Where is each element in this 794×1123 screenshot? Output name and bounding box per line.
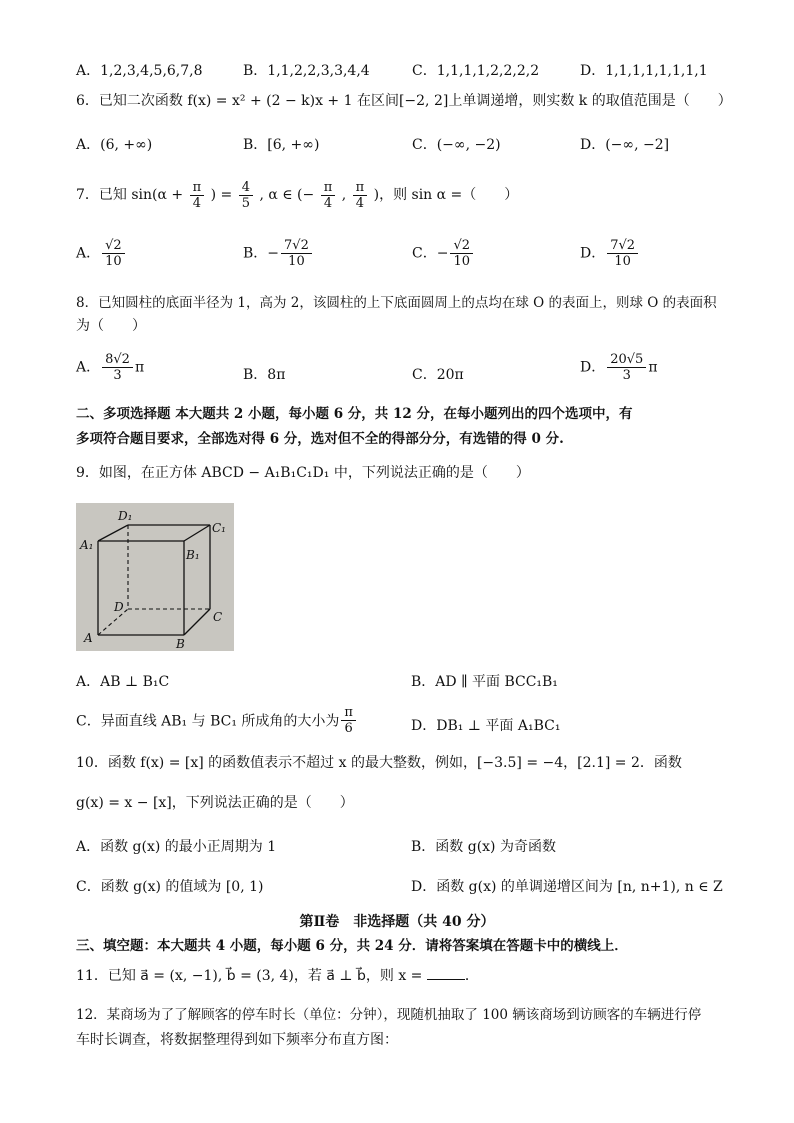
q12-stem-line1: 12．某商场为了了解顾客的停车时长（单位：分钟），现随机抽取了 100 辆该商场到访顾客的车辆进行停 [76, 1007, 702, 1023]
q5-option-b: B．1,1,2,2,3,3,4,4 [243, 63, 370, 79]
q6-options [76, 134, 736, 158]
q9-stem: 9．如图，在正方体 ABCD − A₁B₁C₁D₁ 中，下列说法正确的是（ ） [76, 465, 530, 481]
q10-stem-line2: g(x) = x − [x]，下列说法正确的是（ ） [76, 795, 354, 811]
q9-options-row2 [76, 705, 736, 745]
label-c: C [213, 610, 223, 624]
q10-option-a: A．函数 g(x) 的最小正周期为 1 [76, 839, 277, 855]
q8-option-d: D． $\frac{20√5}{3}$ π [580, 352, 658, 383]
q9-options-row1 [76, 671, 736, 695]
q7-option-a: A． $\frac{√2}{10}$ [76, 238, 127, 269]
q9-option-c: C．异面直线 AB₁ 与 BC₁ 所成角的大小为 $\frac{\pi}{6}$ [76, 705, 358, 736]
cube-figure [76, 503, 234, 651]
q8-option-b: B．8π [243, 367, 286, 383]
section3-heading: 三、填空题：本大题共 4 小题，每小题 6 分，共 24 分．请将答案填在答题卡中的横线上． [76, 938, 628, 954]
label-d: D [114, 600, 124, 614]
label-a: A [84, 631, 93, 645]
cube-diagram [76, 503, 234, 651]
q9-option-a: A．AB ⊥ B₁C [76, 674, 170, 690]
label-b1: B₁ [186, 548, 200, 562]
label-b: B [176, 637, 185, 651]
q12-stem-line2: 车时长调查，将数据整理得到如下频率分布直方图： [76, 1032, 398, 1048]
q5-option-d: D．1,1,1,1,1,1,1,1 [580, 63, 708, 79]
answer-blank [427, 967, 465, 980]
q9-option-d: D．DB₁ ⊥ 平面 A₁BC₁ [411, 718, 561, 734]
q6-option-b: B．[6, +∞) [243, 137, 320, 153]
q5-options [76, 60, 736, 84]
q5-option-a: A．1,2,3,4,5,6,7,8 [76, 63, 203, 79]
q6-stem: 6．已知二次函数 f(x) = x² + (2 − k)x + 1 在区间[−2, 2]上单调递增，则实数 k 的取值范围是（ ） [76, 93, 732, 109]
q7-option-b: B．− $\frac{7√2}{10}$ [243, 238, 314, 269]
label-d1: D₁ [118, 509, 133, 523]
q10-option-c: C．函数 g(x) 的值域为 [0, 1) [76, 879, 264, 895]
q10-option-d: D．函数 g(x) 的单调递增区间为 [n, n+1), n ∈ Z [411, 879, 723, 895]
q10-options-row2 [76, 876, 736, 900]
q8-stem-line1: 8．已知圆柱的底面半径为 1，高为 2，该圆柱的上下底面圆周上的点均在球 O 的表面上，则球 O 的表面积 [76, 295, 717, 311]
q10-options-row1 [76, 836, 736, 860]
q5-option-c: C．1,1,1,1,2,2,2,2 [412, 63, 540, 79]
q8-option-c: C．20π [412, 367, 464, 383]
q7-option-c: C．− $\frac{√2}{10}$ [412, 238, 475, 269]
label-a1: A₁ [80, 538, 94, 552]
q8-stem-line2: 为（ ） [76, 318, 146, 334]
q10-stem-line1: 10．函数 f(x) = [x] 的函数值表示不超过 x 的最大整数，例如，[−3.5] = −4，[2.1] = 2．函数 [76, 755, 682, 771]
label-c1: C₁ [212, 521, 226, 535]
q7-options [76, 238, 736, 278]
q6-option-c: C．(−∞, −2) [412, 137, 501, 153]
section2-heading-line2: 多项符合题目要求，全部选对得 6 分，选对但不全的得部分分，有选错的得 0 分. [76, 431, 564, 447]
q6-option-a: A．(6, +∞) [76, 137, 153, 153]
q6-option-d: D．(−∞, −2] [580, 137, 670, 153]
q10-option-b: B．函数 g(x) 为奇函数 [411, 839, 556, 855]
q7-stem: 7．已知 sin(α + $\frac{\pi}{4}$ ) = $\frac{4}{5}$ , α ∈ (− $\frac{\pi}{4}$ , $\frac{\pi}{4}$ )，则 sin α =（ ） [76, 179, 519, 211]
part2-title: 第Ⅱ卷 非选择题（共 40 分） [299, 914, 495, 930]
q7-option-d: D． $\frac{7√2}{10}$ [580, 238, 640, 269]
q11-stem: 11．已知 a⃗ = (x, −1), b⃗ = (3, 4)，若 a⃗ ⊥ b⃗，则 x = ． [76, 968, 479, 984]
q8-option-a: A． $\frac{8√2}{3}$ π [76, 352, 145, 383]
q8-options [76, 352, 736, 392]
q9-option-b: B．AD ∥ 平面 BCC₁B₁ [411, 674, 558, 690]
section2-heading-line1: 二、多项选择题 本大题共 2 小题，每小题 6 分，共 12 分，在每小题列出的四个选项中，有 [76, 406, 633, 422]
